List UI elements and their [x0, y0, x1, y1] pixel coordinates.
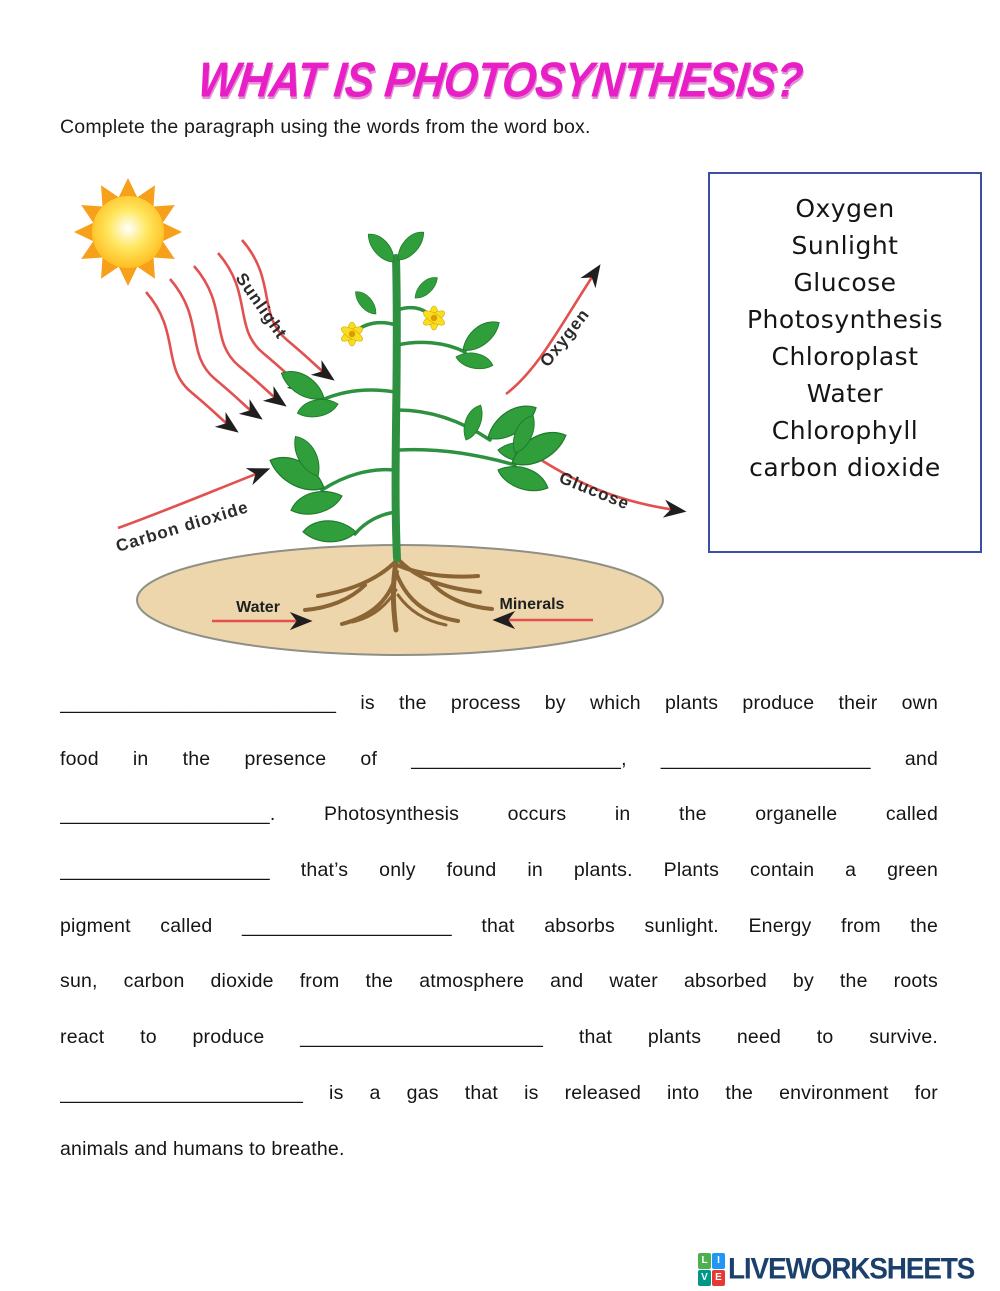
sun-icon — [74, 178, 182, 286]
page-title: WHAT IS PHOTOSYNTHESIS? — [195, 53, 805, 108]
icon-letter-l: L — [698, 1253, 711, 1269]
icon-letter-e: E — [712, 1270, 725, 1286]
word-chloroplast: Chloroplast — [771, 342, 919, 371]
paragraph-line-6: sun, carbon dioxide from the atmosphere and water absorbed by the roots — [60, 970, 938, 993]
liveworksheets-logo[interactable] — [698, 1250, 974, 1288]
icon-letter-v: V — [698, 1270, 711, 1286]
word-water: Water — [806, 379, 884, 408]
word-glucose: Glucose — [793, 268, 897, 297]
oxygen-label: Oxygen — [536, 304, 594, 371]
paragraph-line-2-with-blanks[interactable]: food in the presence of ___________________, ___________________ and — [60, 747, 938, 770]
paragraph-line-4-with-blank[interactable]: ___________________ that’s only found in plants. Plants contain a green — [60, 859, 938, 882]
plant — [265, 228, 570, 558]
word-carbon-dioxide: carbon dioxide — [749, 453, 941, 482]
word-chlorophyll: Chlorophyll — [771, 416, 919, 445]
instruction-text: Complete the paragraph using the words from the word box. — [60, 116, 591, 138]
paragraph-line-5-with-blank[interactable]: pigment called ___________________ that absorbs sunlight. Energy from the — [60, 914, 938, 937]
word-sunlight: Sunlight — [791, 231, 899, 260]
paragraph-line-7-with-blank[interactable]: react to produce ______________________ that plants need to survive. — [60, 1026, 938, 1049]
liveworksheets-icon — [698, 1253, 725, 1286]
water-label: Water — [236, 599, 280, 616]
fill-in-paragraph — [60, 676, 938, 1177]
oxygen-arrow — [506, 268, 598, 394]
sunlight-label: Sunlight — [231, 269, 291, 343]
icon-letter-i: I — [712, 1253, 725, 1269]
word-photosynthesis: Photosynthesis — [746, 305, 943, 334]
paragraph-line-1-with-blank[interactable]: _________________________ is the process by which plants produce their own — [60, 692, 938, 714]
sunlight-arrows — [146, 240, 331, 430]
paragraph-line-3-with-blank[interactable]: ___________________. Photosynthesis occurs in the organelle called — [60, 803, 938, 826]
brand-name: LIVEWORKSHEETS — [728, 1252, 975, 1285]
word-box — [708, 172, 982, 553]
paragraph-line-8-with-blank[interactable]: ______________________ is a gas that is released into the environment for — [60, 1081, 938, 1104]
carbon-dioxide-label: Carbon dioxide — [113, 497, 251, 556]
paragraph-line-9: animals and humans to breathe. — [60, 1137, 345, 1160]
word-oxygen: Oxygen — [795, 194, 895, 223]
glucose-label: Glucose — [556, 468, 633, 514]
minerals-label: Minerals — [499, 596, 565, 613]
photosynthesis-diagram — [60, 160, 700, 665]
